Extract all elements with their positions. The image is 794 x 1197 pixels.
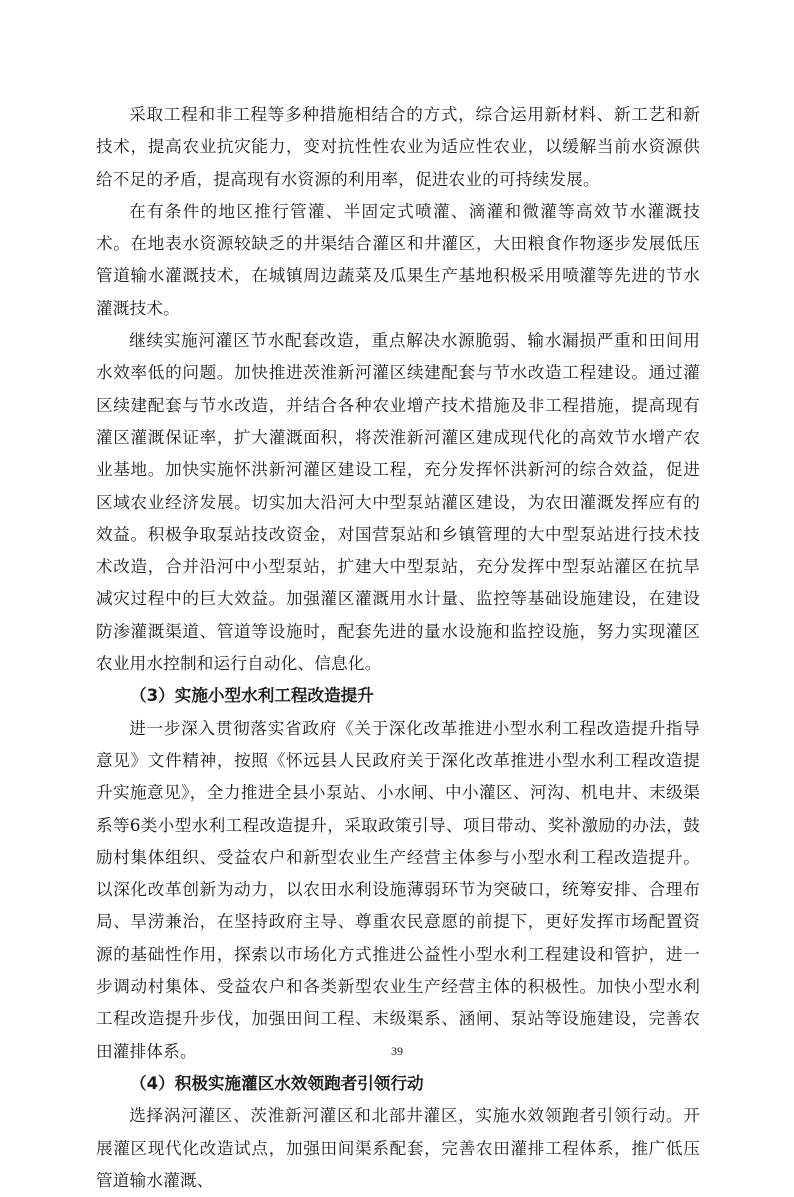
paragraph-water-efficiency-leader: 选择涡河灌区、茨淮新河灌区和北部井灌区，实施水效领跑者引领行动。开展灌区现代化改造试点，加强田间渠系配套，完善农田灌排工程体系，推广低压管道输水灌溉、: [96, 1106, 700, 1190]
section-heading-3: （3）实施小型水利工程改造提升: [130, 686, 374, 706]
page-number: 39: [391, 1044, 403, 1058]
paragraph-efficient-irrigation: 在有条件的地区推行管灌、半固定式喷灌、滴灌和微灌等高效节水灌溉技术。在地表水资源较缺乏的井渠结合灌区和井灌区，大田粮食作物逐步发展低压管道输水灌溉技术，在城镇周边蔬菜及瓜果生产基地积极采用喷灌等先进的节水灌溉技术。: [96, 201, 700, 318]
paragraph-irrigation-district-renovation: 继续实施河灌区节水配套改造，重点解决水源脆弱、输水漏损严重和田间用水效率低的问题。加快推进茨淮新河灌区续建配套与节水改造工程建设。通过灌区续建配套与节水改造，并结合各种农业增产技术措施及非工程措施，提高现有灌区灌溉保证率，扩大灌溉面积，将茨淮新河灌区建成现代化的高效节水增产农业基地。加快实施怀洪新河灌区建设工程，充分发挥怀洪新河的综合效益，促进区域农业经济发展。切实加大沿河大中型泵站灌区建设，为农田灌溉发挥应有的效益。积极争取泵站技改资金，对国营泵站和乡镇管理的大中型泵站进行技术技术改造，合并沿河中小型泵站，扩建大中型泵站，充分发挥中型泵站灌区在抗旱减灾过程中的巨大效益。加强灌区灌溉用水计量、监控等基础设施建设，在建设防渗灌溉渠道、管道等设施时，配套先进的量水设施和监控设施，努力实现灌区农业用水控制和运行自动化、信息化。: [96, 331, 700, 674]
section-heading-4: （4）积极实施灌区水效领跑者引领行动: [130, 1073, 424, 1093]
paragraph-water-saving-measures: 采取工程和非工程等多种措施相结合的方式，综合运用新材料、新工艺和新技术，提高农业抗灾能力，变对抗性性农业为适应性农业，以缓解当前水资源供给不足的矛盾，提高现有水资源的利用率，促进农业的可持续发展。: [96, 105, 700, 189]
page-content: [96, 99, 700, 1197]
paragraph-small-water-projects: 进一步深入贯彻落实省政府《关于深化改革推进小型水利工程改造提升指导意见》文件精神，按照《怀远县人民政府关于深化改革推进小型水利工程改造提升实施意见》，全力推进全县小泵站、小水闸、中小灌区、河沟、机电井、末级渠系等6类小型水利工程改造提升，采取政策引导、项目带动、奖补激励的办法，鼓励村集体组织、受益农户和新型农业生产经营主体参与小型水利工程改造提升。以深化改革创新为动力，以农田水利设施薄弱环节为突破口，统筹安排、合理布局、旱涝兼治，在坚持政府主导、尊重农民意愿的前提下，更好发挥市场配置资源的基础性作用，探索以市场化方式推进公益性小型水利工程建设和管护，进一步调动村集体、受益农户和各类新型农业生产经营主体的积极性。加快小型水利工程改造提升步伐，加强田间工程、末级渠系、涵闸、泵站等设施建设，完善农田灌排体系。: [96, 718, 700, 1061]
